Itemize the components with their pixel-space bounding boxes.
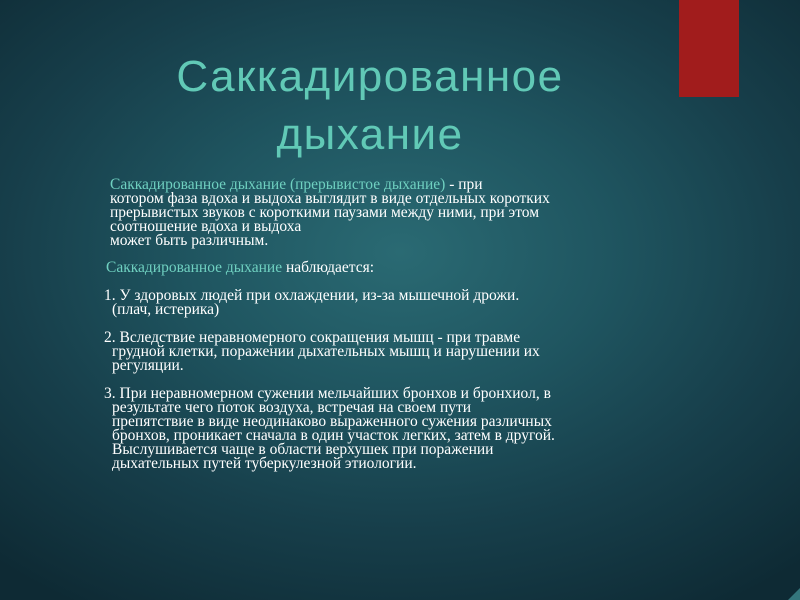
intro-term: Саккадированное дыхание (прерывистое дыхание) [110, 176, 446, 193]
intro-line: котором фаза вдоха и выдоха выглядит в виде отдельных коротких [110, 190, 550, 207]
list-item-line: регуляции. [112, 357, 184, 374]
intro-line: может быть различным. [110, 232, 269, 249]
observed-line [96, 261, 666, 275]
list-item-first-line: 3. При неравномерном сужении мельчайших бронхов и бронхиол, в [104, 385, 551, 402]
list-item-line: (плач, истерика) [112, 301, 220, 318]
list-item-2 [96, 331, 666, 373]
intro-line: прерывистых звуков с короткими паузами между ними, при этом [110, 204, 540, 221]
list-item-first-line: 1. У здоровых людей при охлаждении, из-за мышечной дрожи. [104, 287, 520, 304]
list-item-3 [96, 387, 666, 471]
intro-paragraph [96, 178, 666, 248]
list-item-line: грудной клетки, поражении дыхательных мышц и нарушении их [112, 343, 540, 360]
observed-rest: наблюдается: [282, 259, 375, 276]
observed-term: Саккадированное дыхание [106, 259, 283, 276]
slide-body [96, 178, 666, 471]
list-item-line: бронхов, проникает сначала в один участок легких, затем в другой. [112, 427, 555, 444]
list-item-1 [96, 289, 666, 317]
slide-title: Саккадированное дыхание [176, 52, 564, 159]
list-item-line: Выслушивается чаще в области верхушек при поражении [112, 441, 494, 458]
list-item-line: результате чего поток воздуха, встречая на своем пути [112, 399, 472, 416]
list-item-line: препятствие в виде неодинаково выраженного сужения различных [112, 413, 552, 430]
list-item-line: дыхательных путей туберкулезной этиологии. [112, 455, 417, 472]
corner-arrow-icon [788, 588, 800, 600]
list-item-first-line: 2. Вследствие неравномерного сокращения мышц - при травме [104, 329, 521, 346]
red-accent-bar [679, 0, 739, 97]
intro-line: соотношение вдоха и выдоха [110, 218, 302, 235]
intro-line-1-rest: - при [445, 176, 483, 193]
